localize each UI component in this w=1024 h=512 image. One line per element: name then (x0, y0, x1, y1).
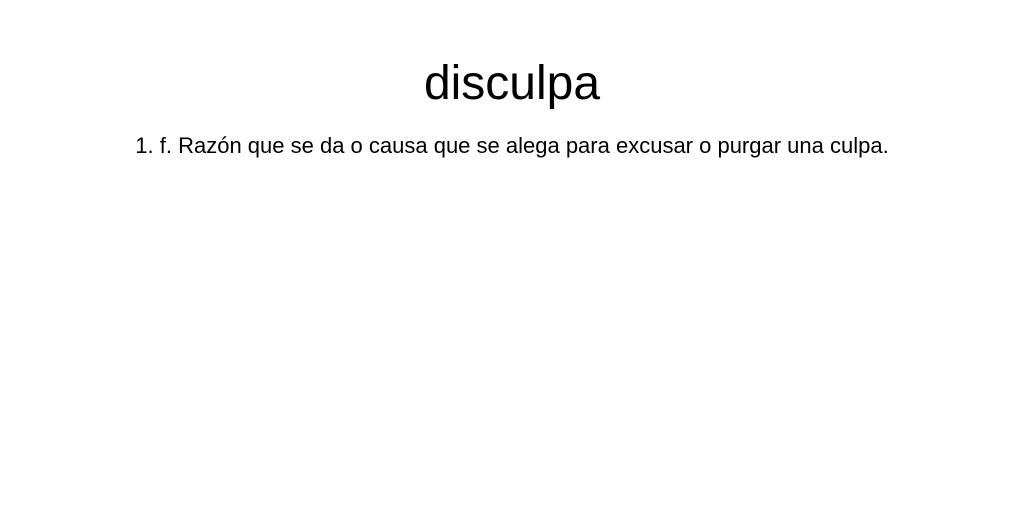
headword: disculpa (423, 57, 601, 110)
definition-text: 1. f. Razón que se da o causa que se alega para excusar o purgar una culpa. (135, 133, 889, 158)
